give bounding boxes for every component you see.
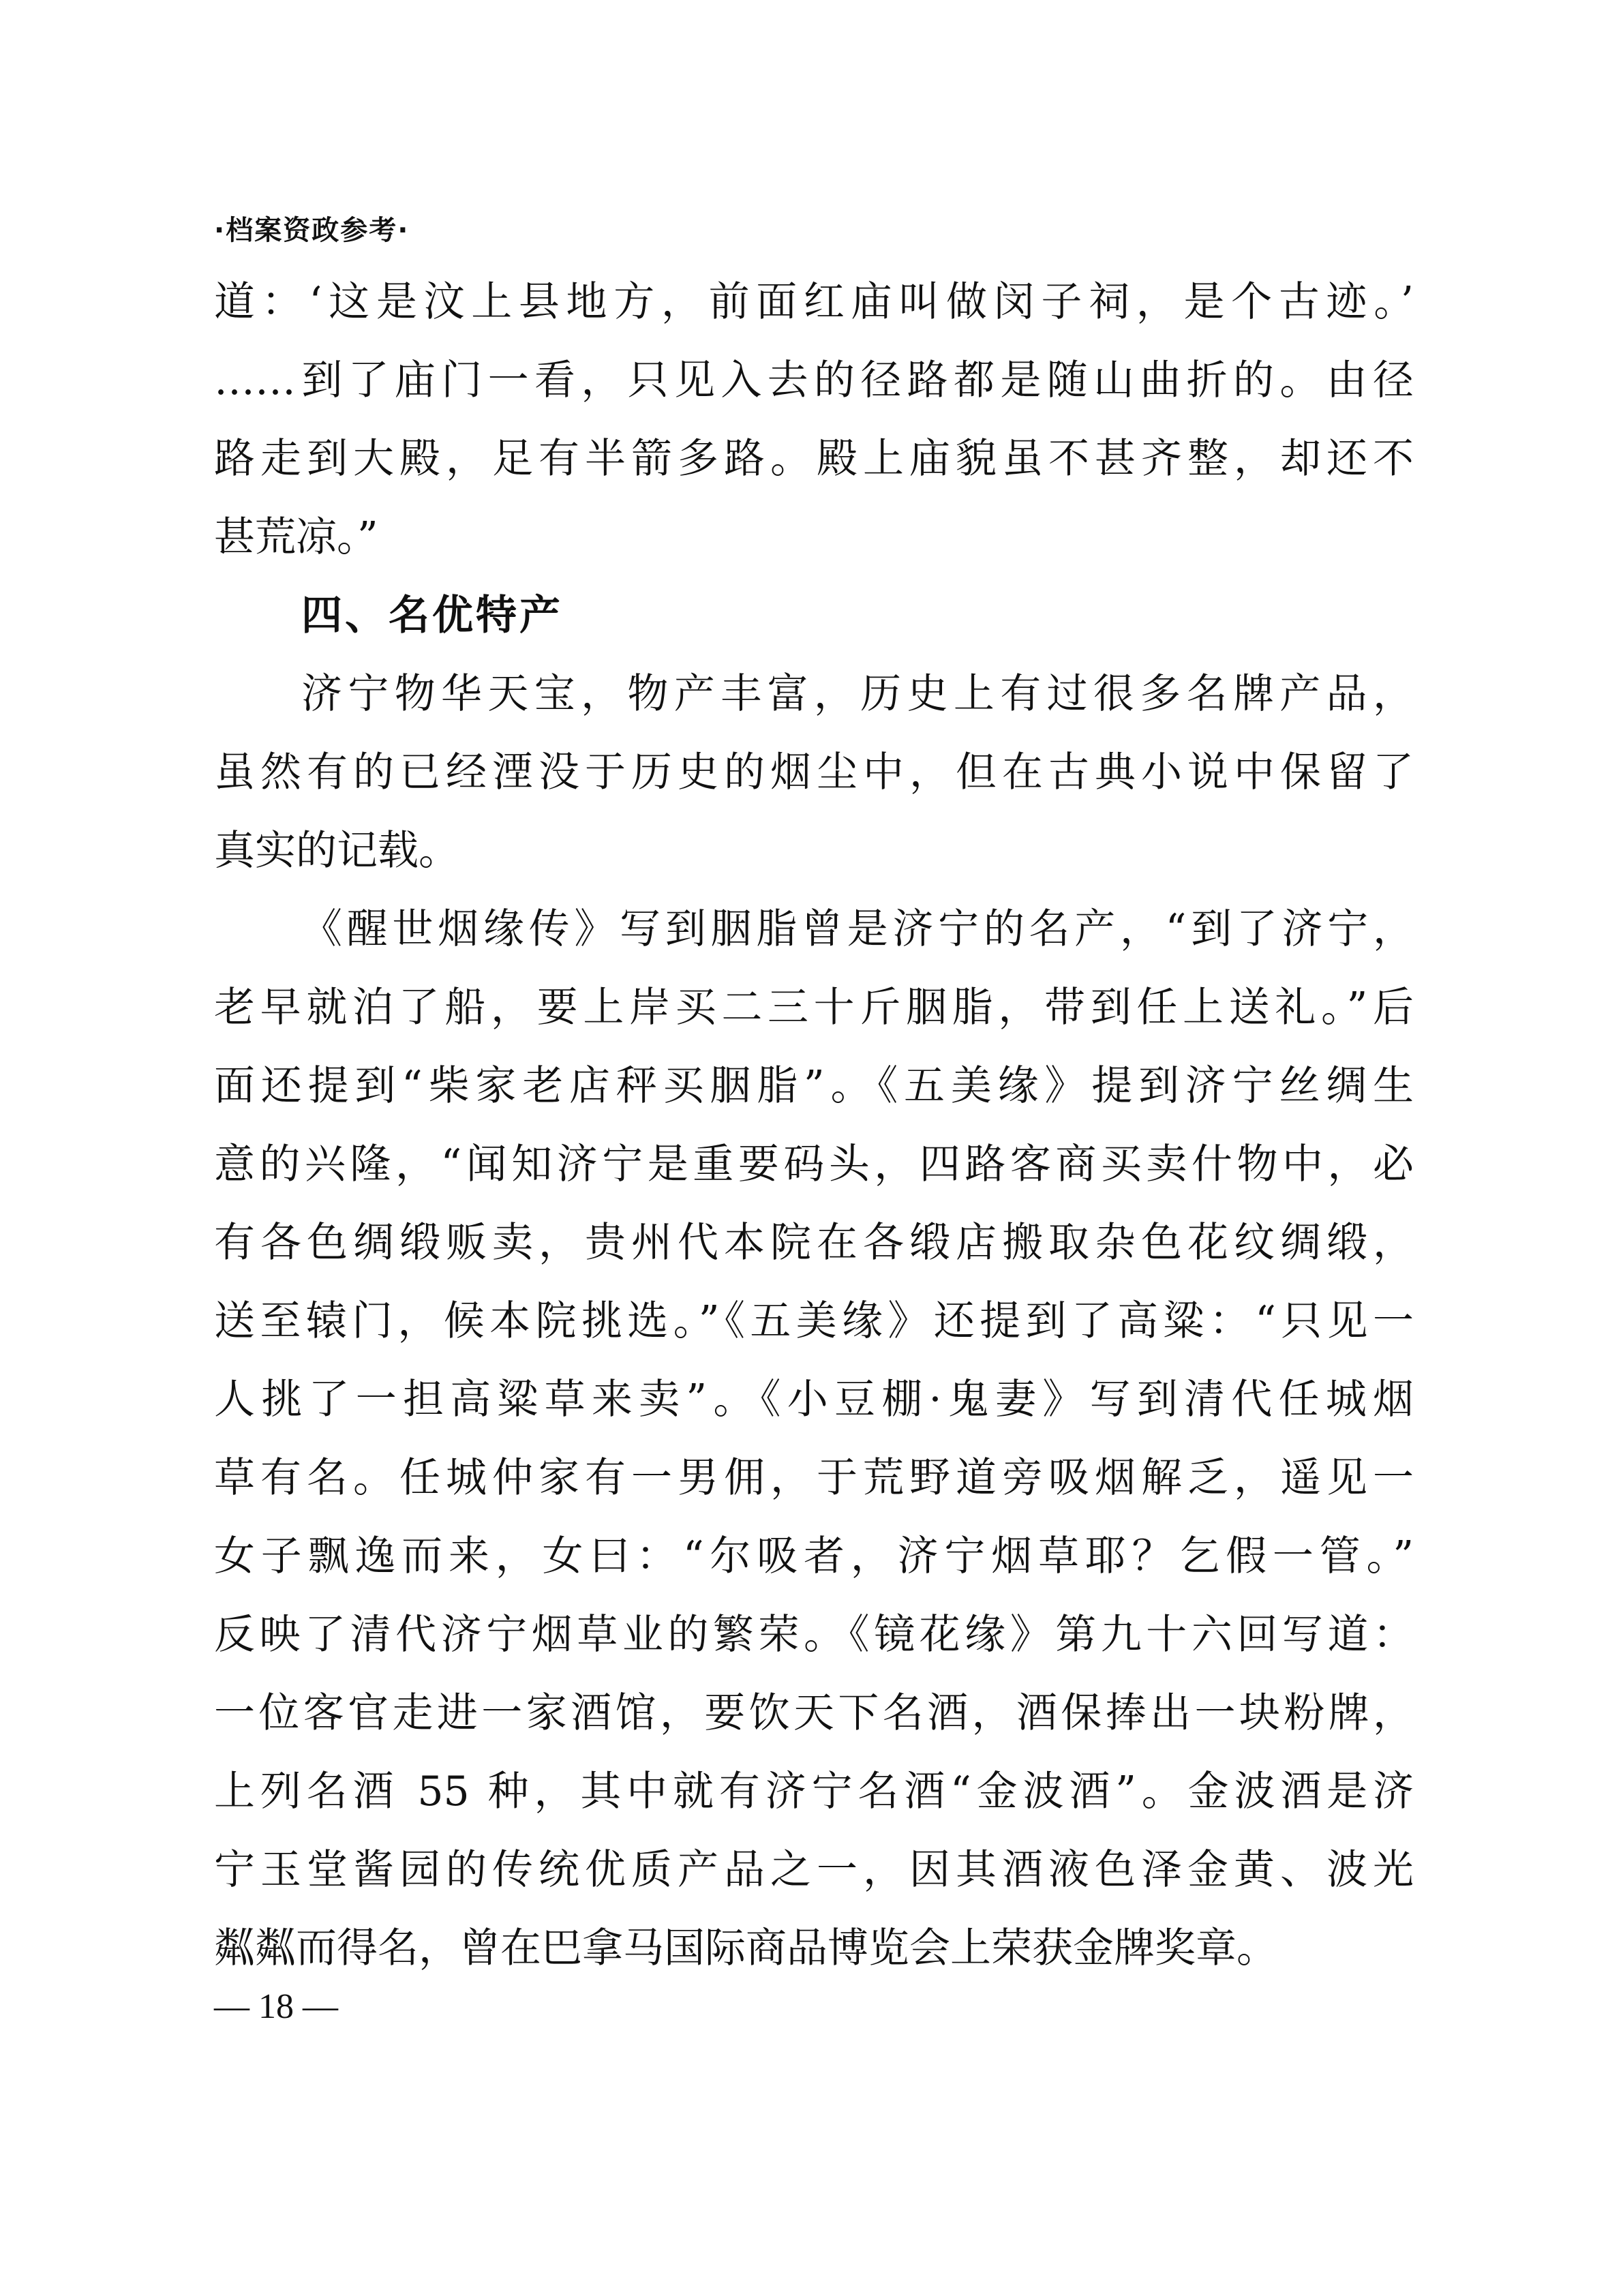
text-line: 虽然有的已经湮没于历史的烟尘中，但在古典小说中保留了	[214, 749, 1414, 796]
text-line: 济宁物华天宝，物产丰富，历史上有过很多名牌产品，	[301, 670, 1414, 718]
text-line: 意的兴隆，“闻知济宁是重要码头，四路客商买卖什物中，必	[214, 1141, 1414, 1188]
text-line: 《醒世烟缘传》写到胭脂曾是济宁的名产，“到了济宁，	[301, 905, 1414, 953]
text-line: 女子飘逸而来，女曰：“尔吸者，济宁烟草耶？乞假一管。”	[214, 1532, 1414, 1580]
text-line: 人挑了一担高粱草来卖”。《小豆棚·鬼妻》写到清代任城烟	[214, 1376, 1414, 1423]
body-text	[214, 263, 1414, 1988]
text-line: 反映了清代济宁烟草业的繁荣。《镜花缘》第九十六回写道：	[214, 1611, 1414, 1659]
text-line: 草有名。任城仲家有一男佣，于荒野道旁吸烟解乏，遥见一	[214, 1454, 1414, 1502]
text-line: 宁玉堂酱园的传统优质产品之一，因其酒液色泽金黄、波光	[214, 1846, 1414, 1894]
text-line: 粼粼而得名，曾在巴拿马国际商品博览会上荣获金牌奖章。	[214, 1924, 1277, 1972]
text-line: 真实的记载。	[214, 827, 459, 875]
text-line: ……到了庙门一看，只见入去的径路都是随山曲折的。由径	[214, 357, 1414, 404]
page-number: — 18 —	[214, 1987, 338, 2026]
text-line: 面还提到“柴家老店秤买胭脂”。《五美缘》提到济宁丝绸生	[214, 1062, 1414, 1110]
text-line: 上列名酒 55 种，其中就有济宁名酒“金波酒”。金波酒是济	[214, 1768, 1414, 1815]
text-line: 有各色绸缎贩卖，贵州代本院在各缎店搬取杂色花纹绸缎，	[214, 1219, 1414, 1267]
running-header: ·档案资政参考·	[214, 215, 410, 246]
text-line: 甚荒凉。”	[214, 513, 378, 561]
text-line: 路走到大殿，足有半箭多路。殿上庙貌虽不甚齐整，却还不	[214, 435, 1414, 483]
text-line: 一位客官走进一家酒馆，要饮天下名酒，酒保捧出一块粉牌，	[214, 1689, 1414, 1737]
text-line: 送至辕门，候本院挑选。”《五美缘》还提到了高粱：“只见一	[214, 1297, 1414, 1345]
text-line: 老早就泊了船，要上岸买二三十斤胭脂，带到任上送礼。”后	[214, 984, 1414, 1031]
section-heading: 四、名优特产	[301, 592, 563, 639]
text-line: 道：‘这是汶上县地方，前面红庙叫做闵子祠，是个古迹。’	[214, 278, 1414, 326]
